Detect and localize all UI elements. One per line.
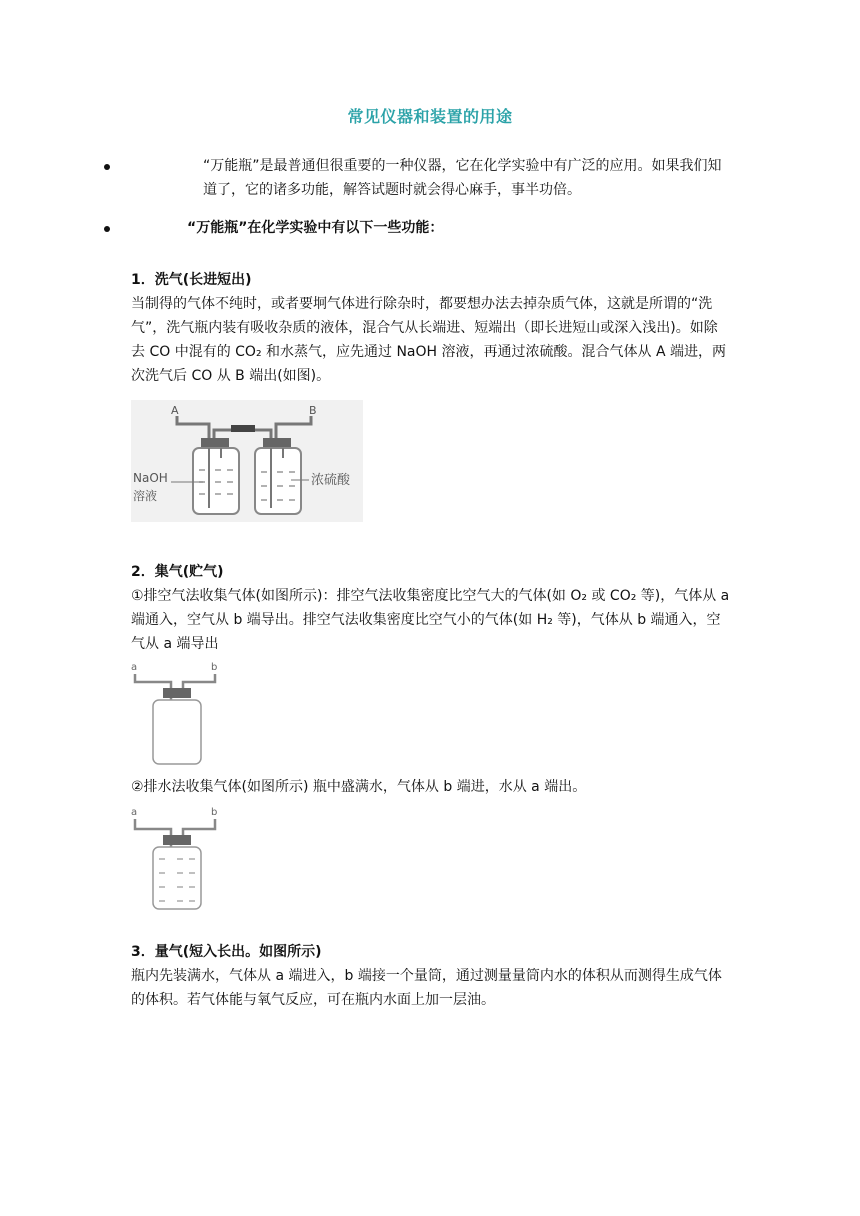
section-2-heading: 2．集气(贮气) [131,564,224,580]
gas-washing-diagram [131,400,363,522]
section-2-body-2: ②排水法收集气体(如图所示) 瓶中盛满水，气体从 b 端进，水从 a 端出。 [131,779,587,795]
water-collection-diagram [131,803,221,913]
page-title: 常见仪器和装置的用途 [347,107,513,126]
bullet-dot [104,226,110,232]
intro-paragraph-2: “万能瓶”在化学实验中有以下一些功能： [187,220,444,236]
gas-washing-figure [131,400,363,522]
label-b: b [211,807,218,818]
label-B: B [309,404,317,417]
naoh-label-line1: NaOH [133,471,168,485]
section-1-body: 当制得的气体不纯时，或者要坰气体进行除杂时，都要想办法去掉杂质气体，这就是所谓的“洗气”，洗气瓶内装有吸收杂质的液体，混合气从长端进、短端出（即长进短山或深入浅出)。如除去 CO 中混有的 CO₂ 和水蒸气，应先通过 NaOH 溶液，再通过浓硫酸。混合气体从 A 端进，两次洗气后 CO 从 B 端出(如图)。 [131,296,726,384]
bullet-dot [104,164,110,170]
naoh-label-line2: 溶液 [133,489,158,503]
air-collection-diagram [131,660,221,768]
section-3-heading: 3．量气(短入长出。如图所示) [131,944,322,960]
section-3-body: 瓶内先装满水，气体从 a 端进入，b 端接一个量筒，通过测量量筒内水的体积从而测得生成气体的体积。若气体能与氧气反应，可在瓶内水面上加一层油。 [131,968,722,1008]
label-a: a [131,807,138,818]
label-b: b [211,662,218,673]
label-a: a [131,662,138,673]
section-2-body-1: ①排空气法收集气体(如图所示)：排空气法收集密度比空气大的气体(如 O₂ 或 CO₂ 等)，气体从 a 端通入，空气从 b 端导出。排空气法收集密度比空气小的气体(如 H₂ 等)，气体从 b 端通入，空气从 a 端导出 [131,588,730,652]
intro-paragraph-1: “万能瓶”是最普通但很重要的一种仪器，它在化学实验中有广泛的应用。如果我们知道了，它的诸多功能，解答试题时就会得心麻手，事半功倍。 [203,158,722,198]
sulfuric-acid-label: 浓硫酸 [311,473,351,488]
section-1-heading: 1．洗气(长进短出) [131,272,252,288]
air-collection-figure [131,660,221,768]
label-A: A [171,404,179,417]
water-collection-figure [131,803,221,913]
